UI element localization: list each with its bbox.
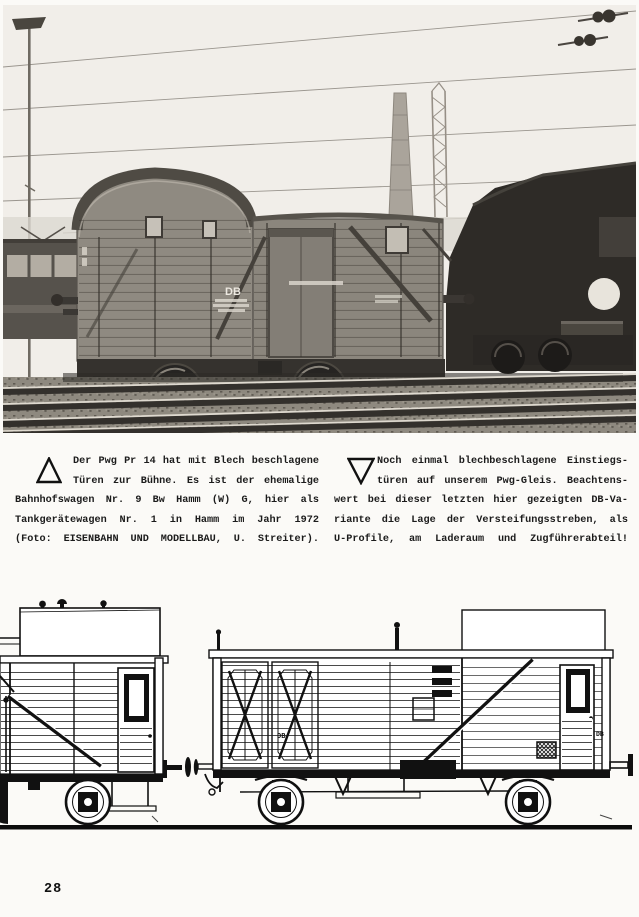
- page-number: 28: [44, 882, 63, 897]
- caption-line: U-Profile, am Laderaum und Zugführerabteil!: [334, 534, 628, 545]
- cab-door: [560, 665, 594, 770]
- tracks: [3, 373, 636, 433]
- caption-right: [334, 452, 628, 550]
- caption-line: (Foto: EISENBAHN UND MODELLBAU, U. Streiter).: [15, 534, 319, 545]
- wheel: [0, 776, 114, 825]
- window: [203, 221, 216, 238]
- caption-line: wert bei dieser letzten hier gezeigten DB-Va-: [334, 495, 628, 506]
- caption-line: Bahnhofswagen Nr. 9 Bw Hamm (W) G, hier als: [15, 495, 319, 506]
- caption-line: Der Pwg Pr 14 hat mit Blech beschlagene: [73, 456, 319, 467]
- svg-text:DB: DB: [277, 733, 286, 741]
- wagon-door: [269, 229, 333, 357]
- wheel: [255, 776, 307, 825]
- wheel: [502, 776, 554, 825]
- caption-left: [15, 452, 319, 550]
- x-brace-panel: [272, 662, 318, 768]
- ladder: [432, 666, 452, 697]
- window: [386, 227, 408, 253]
- caption-line: Tankgerätewagen Nr. 1 in Hamm im Jahr 1972: [15, 514, 319, 526]
- caption-line: türen auf unserem Pwg-Gleis. Beachtens-: [377, 475, 628, 487]
- drawing-brake-vans: [0, 596, 639, 848]
- background-locomotive: [3, 227, 83, 339]
- photo-goods-wagon: [3, 5, 636, 433]
- svg-text:DB: DB: [225, 286, 241, 298]
- cab-door: [118, 668, 154, 772]
- caption-line: riante die Lage der Versteifungsstreben, als: [334, 514, 628, 526]
- svg-text:DB: DB: [596, 731, 604, 738]
- number-plate: [588, 278, 620, 310]
- vent-grille: [537, 742, 556, 758]
- caption-line: Türen zur Bühne. Es ist der ehemalige: [73, 475, 319, 487]
- window: [146, 217, 162, 237]
- x-brace-panel: [222, 662, 268, 768]
- ground-line: [0, 825, 632, 830]
- right-wagon: [209, 610, 633, 798]
- caption-line: Noch einmal blechbeschlagene Einstiegs-: [377, 456, 628, 467]
